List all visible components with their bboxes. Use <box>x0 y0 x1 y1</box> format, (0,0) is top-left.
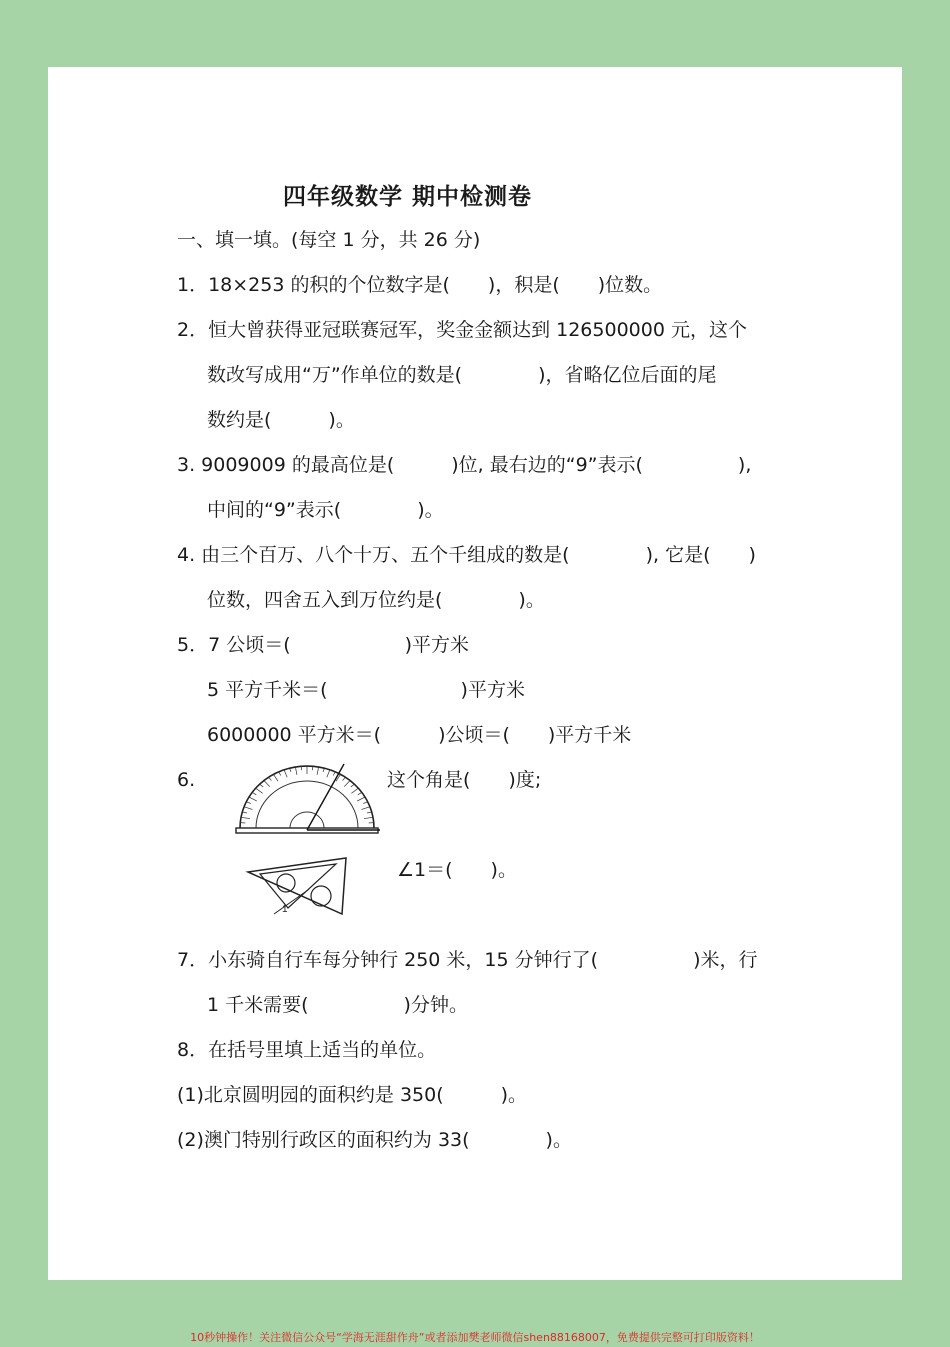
question-6-number: 6. <box>177 769 196 791</box>
triangle-hole-right <box>311 886 331 906</box>
page-title: 四年级数学 期中检测卷 <box>283 184 533 210</box>
protractor-tick <box>327 770 330 778</box>
question-8-line-3: (2)澳门特别行政区的面积约为 33( )。 <box>177 1129 572 1151</box>
triangle-angle-label: 1 <box>282 904 288 915</box>
protractor-tick <box>295 767 297 775</box>
question-3-line-2: 中间的“9”表示( )。 <box>207 499 444 521</box>
angle-ray-slanted <box>307 764 344 830</box>
angle1-ray <box>274 890 308 914</box>
protractor-tick <box>246 802 251 804</box>
section-heading: 一、填一填。(每空 1 分，共 26 分) <box>177 229 481 251</box>
question-6-angle-text: 这个角是( )度; <box>387 769 542 791</box>
protractor-tick <box>274 774 279 781</box>
protractor-tick <box>357 797 365 801</box>
question-5-line-2: 5 平方千米＝( )平方米 <box>207 679 525 701</box>
protractor-tick <box>351 788 358 793</box>
footer-promo: 10秒钟操作！关注微信公众号“学海无涯甜作舟”或者添加樊老师微信shen88168007，免费提供完整可打印版资料！ <box>190 1331 760 1344</box>
protractor-tick <box>363 802 368 804</box>
question-8-line-2: (1)北京圆明园的面积约是 350( )。 <box>177 1084 528 1106</box>
protractor-figure <box>234 762 380 834</box>
protractor-tick <box>241 817 250 818</box>
question-3-line-1: 3. 9009009 的最高位是( )位, 最右边的“9”表示( ), <box>177 454 752 476</box>
question-7-line-2: 1 千米需要( )分钟。 <box>207 994 468 1016</box>
question-2-line-2: 数改写成用“万”作单位的数是( )，省略亿位后面的尾 <box>207 364 717 386</box>
protractor-tick <box>367 812 372 813</box>
protractor-tick <box>249 797 257 801</box>
protractor-tick <box>344 781 350 787</box>
question-5-line-1: 5．7 公顷＝( )平方米 <box>177 634 470 656</box>
protractor-tick <box>256 788 263 793</box>
question-1: 1．18×253 的积的个位数字是( )，积是( )位数。 <box>177 274 663 296</box>
question-4-line-1: 4. 由三个百万、八个十万、五个千组成的数是( ), 它是( ) <box>177 544 756 566</box>
protractor-tick <box>362 807 370 810</box>
protractor-tick <box>317 767 319 775</box>
protractor-center-arc <box>290 812 324 828</box>
question-5-line-3: 6000000 平方米＝( )公顷＝( )平方千米 <box>207 724 632 746</box>
question-2-line-1: 2．恒大曾获得亚冠联赛冠军，奖金金额达到 126500000 元，这个 <box>177 319 747 341</box>
question-8-line-1: 8．在括号里填上适当的单位。 <box>177 1039 437 1061</box>
protractor-arc <box>240 766 374 828</box>
protractor-tick <box>364 817 373 818</box>
protractor-ticks <box>240 766 374 828</box>
protractor-tick <box>284 770 287 778</box>
question-6-angle1-text: ∠1＝( )。 <box>397 859 517 881</box>
question-2-line-3: 数约是( )。 <box>207 409 355 431</box>
protractor-tick <box>244 807 252 810</box>
triangle-ruler-inner <box>260 864 336 908</box>
triangle-ruler-outer <box>248 858 346 914</box>
triangle-ruler-figure <box>246 856 352 918</box>
protractor-tick <box>264 781 270 787</box>
protractor-tick <box>242 812 247 813</box>
protractor-inner-arc <box>256 781 358 828</box>
question-7-line-1: 7．小东骑自行车每分钟行 250 米，15 分钟行了( )米，行 <box>177 949 758 971</box>
question-4-line-2: 位数，四舍五入到万位约是( )。 <box>207 589 545 611</box>
